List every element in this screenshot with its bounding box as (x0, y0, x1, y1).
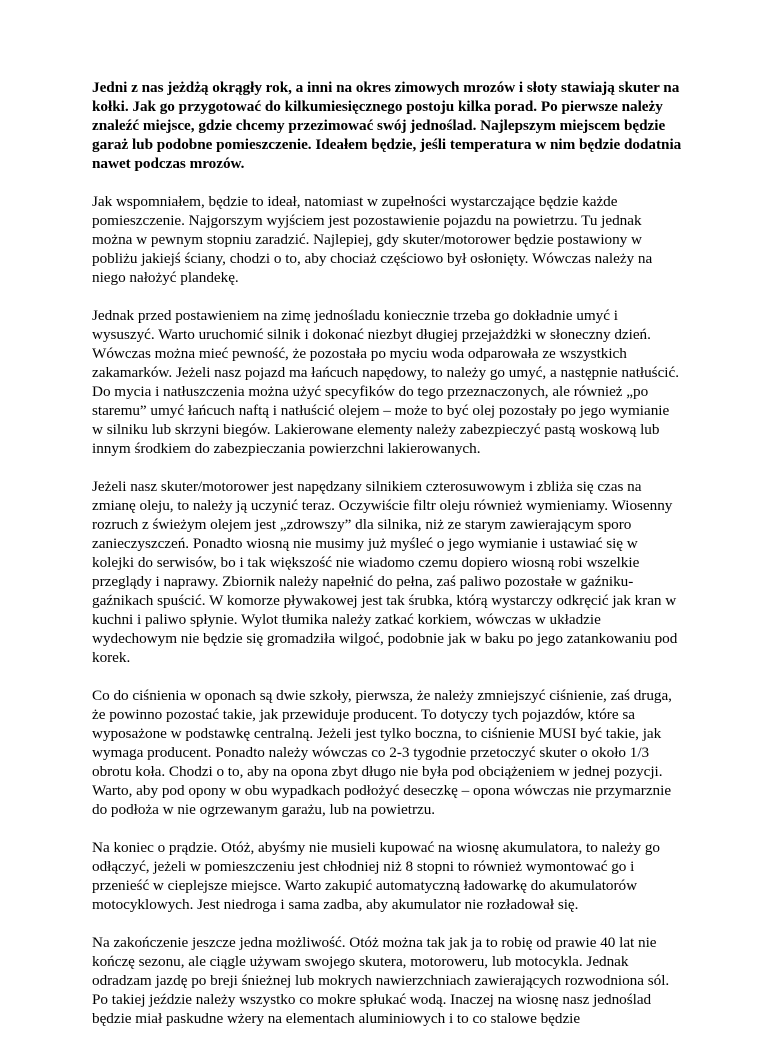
paragraph-tire-pressure: Co do ciśnienia w oponach są dwie szkoły, pierwsza, że należy zmniejszyć ciśnienie, zaś druga, że powinno pozostać takie, jak przewiduje producent. To dotyczy tych pojazdów, które sa wyposażone w podstawkę centralną. Jeżeli jest tylko boczna, to ciśnienie MUSI być takie, jak wymaga producent. Ponadto należy wówczas co 2-3 tygodnie przetoczyć skuter o około 1/3 obrotu koła. Chodzi o to, aby na opona zbyt długo nie była pod obciążeniem w jednej pozycji. Warto, aby pod opony w obu wypadkach podłożyć deseczkę – opona wówczas nie przymarznie do podłoża w nie ogrzewanym garażu, lub na powietrzu. (92, 687, 672, 818)
paragraph-oil-and-fuel: Jeżeli nasz skuter/motorower jest napędzany silnikiem czterosuwowym i zbliża się czas na zmianę oleju, to należy ją uczynić teraz. Oczywiście filtr oleju również wymieniamy. Wiosenny rozruch z świeżym olejem jest „zdrowszy” dla silnika, niż ze starym zawierającym sporo zanieczyszczeń. Ponadto wiosną nie musimy już myśleć o jego wymianie i ustawiać się w kolejki do serwisów, bo i tak większość nie wiadomo czemu dopiero wiosną robi wszelkie przeglądy i naprawy. Zbiornik należy napełnić do pełna, zaś paliwo pozostałe w gaźniku-gaźnikach spuścić. W komorze pływakowej jest tak śrubka, którą wystarczy odkręcić jak kran w kuchni i paliwo spłynie. Wylot tłumika należy zatkać korkiem, wówczas w układzie wydechowym nie będzie się gromadziła wilgoć, podobnie jak w baku po jego zatankowaniu pod korek. (92, 478, 678, 666)
paragraph-conclusion: Na zakończenie jeszcze jedna możliwość. Otóż można tak jak ja to robię od prawie 40 lat nie kończę sezonu, ale ciągle używam swojego skutera, motoroweru, lub motocykla. Jednak odradzam jazdę po breji śnieżnej lub mokrych nawierzchniach zawierających rozwodniona sól. Po takiej jeździe należy wszystko co mokre spłukać wodą. Inaczej na wiosnę nasz jednoślad będzie miał paskudne wżery na elementach aluminiowych i to co stalowe będzie (92, 934, 670, 1027)
paragraph-storage-location: Jak wspomniałem, będzie to ideał, natomiast w zupełności wystarczające będzie każde pomieszczenie. Najgorszym wyjściem jest pozostawienie pojazdu na powietrzu. Tu jednak można w pewnym stopniu zaradzić. Najlepiej, gdy skuter/motorower będzie postawiony w pobliżu jakiejś ściany, chodzi o to, aby chociaż częściowo był osłonięty. Wówczas należy na niego nałożyć plandekę. (92, 193, 653, 286)
lead-paragraph: Jedni z nas jeżdżą okrągły rok, a inni na okres zimowych mrozów i słoty stawiają skuter na kołki. Jak go przygotować do kilkumiesięcznego postoju kilka porad. Po pierwsze należy znaleźć miejsce, gdzie chcemy przezimować swój jednoślad. Najlepszym miejscem będzie garaż lub podobne pomieszczenie. Ideałem będzie, jeśli temperatura w nim będzie dodatnia nawet podczas mrozów. (92, 79, 682, 172)
paragraph-battery: Na koniec o prądzie. Otóż, abyśmy nie musieli kupować na wiosnę akumulatora, to należy go odłączyć, jeżeli w pomieszczeniu jest chłodniej niż 8 stopni to również wymontować go i przenieść w cieplejsze miejsce. Warto zakupić automatyczną ładowarkę do akumulatorów motocyklowych. Jest niedroga i sama zadba, aby akumulator nie rozładował się. (92, 839, 661, 913)
document-page (92, 78, 682, 1047)
paragraph-cleaning: Jednak przed postawieniem na zimę jednośladu koniecznie trzeba go dokładnie umyć i wysuszyć. Warto uruchomić silnik i dokonać niezbyt długiej przejażdżki w słoneczny dzień. Wówczas można mieć pewność, że pozostała po myciu woda odparowała ze wszystkich zakamarków. Jeżeli nasz pojazd ma łańcuch napędowy, to należy go umyć, a następnie natłuścić. Do mycia i natłuszczenia można użyć specyfików do tego przeznaczonych, ale również „po staremu” umyć łańcuch naftą i natłuścić olejem – może to być olej pozostały po jego wymianie w silniku lub skrzyni biegów. Lakierowane elementy należy zabezpieczyć pastą woskową lub innym środkiem do zabezpieczania powierzchni lakierowanych. (92, 307, 679, 457)
